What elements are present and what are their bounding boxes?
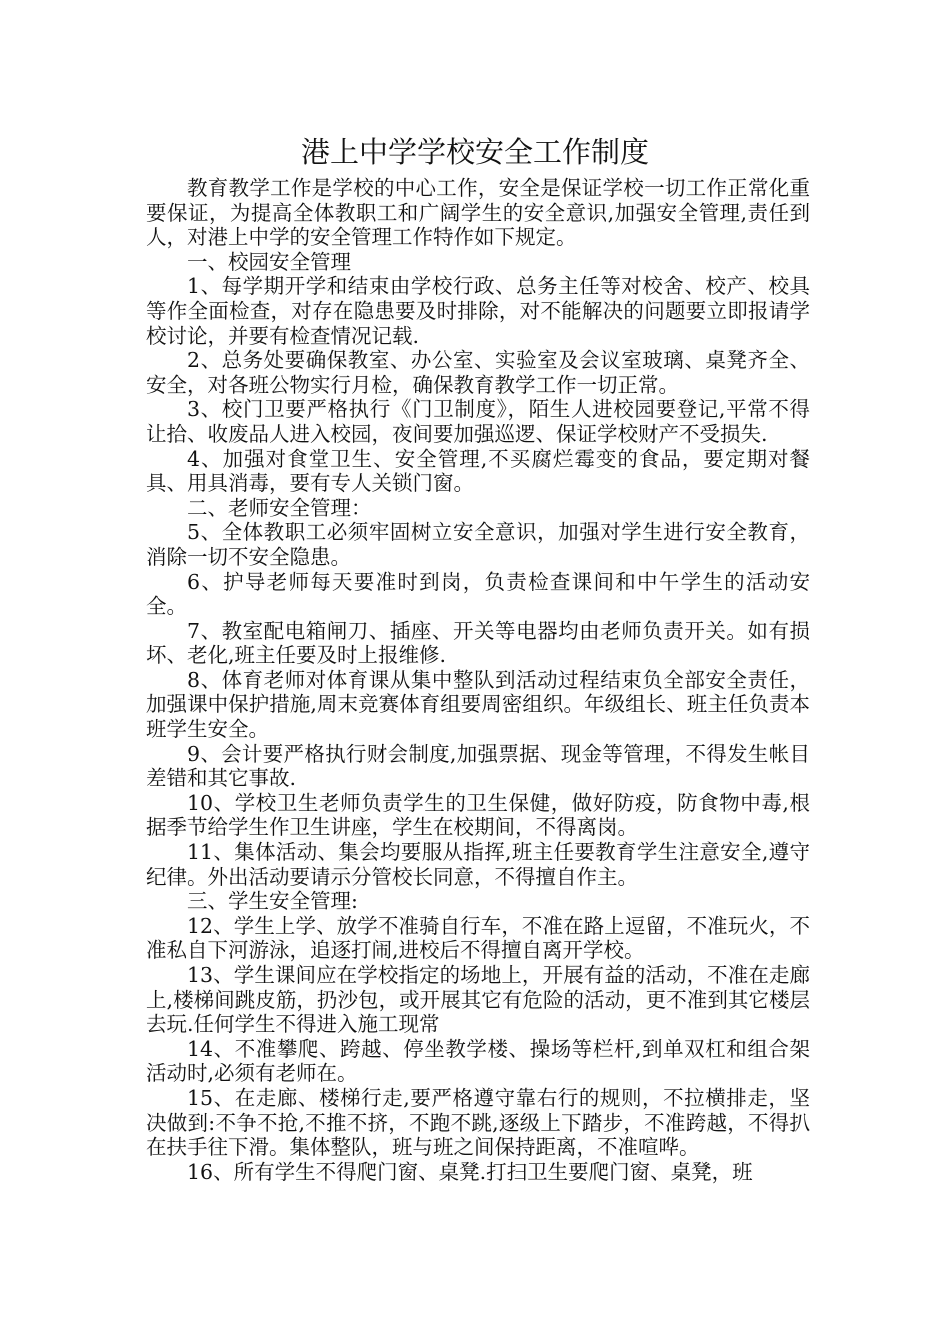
rule-6: 6、护导老师每天要准时到岗，负责检查课间和中午学生的活动安全。: [146, 569, 810, 619]
document-body: [146, 176, 810, 1184]
paragraph-intro: 教育教学工作是学校的中心工作，安全是保证学校一切工作正常化重要保证，为提高全体教职工和广阔学生的安全意识,加强安全管理,责任到人，对港上中学的安全管理工作特作如下规定。: [146, 176, 810, 250]
rule-15: 15、在走廊、楼梯行走,要严格遵守靠右行的规则，不拉横排走，坚决做到:不争不抢,不推不挤，不跑不跳,逐级上下踏步，不准跨越，不得扒在扶手往下滑。集体整队，班与班之间保持距离，不准喧哗。: [146, 1085, 810, 1160]
rule-3: 3、校门卫要严格执行《门卫制度》，陌生人进校园要登记,平常不得让拾、收废品人进入校园，夜间要加强巡逻、保证学校财产不受损失.: [146, 397, 810, 446]
rule-4: 4、加强对食堂卫生、安全管理,不买腐烂霉变的食品，要定期对餐具、用具消毒，要有专人关锁门窗。: [146, 446, 810, 496]
rule-16: 16、所有学生不得爬门窗、桌凳.打扫卫生要爬门窗、桌凳，班: [187, 1159, 753, 1184]
section-heading-student: 三、学生安全管理:: [187, 889, 358, 914]
rule-10: 10、学校卫生老师负责学生的卫生保健，做好防疫，防食物中毒,根据季节给学生作卫生讲座，学生在校期间，不得离岗。: [146, 790, 810, 840]
section-heading-campus: 一、校园安全管理: [187, 249, 351, 274]
rule-9: 9、会计要严格执行财会制度,加强票据、现金等管理，不得发生帐目差错和其它事故.: [146, 741, 810, 791]
section-heading-teacher: 二、老师安全管理：: [187, 495, 372, 520]
rule-7: 7、教室配电箱闸刀、插座、开关等电器均由老师负责开关。如有损坏、老化,班主任要及时上报维修.: [146, 618, 810, 668]
rule-8: 8、体育老师对体育课从集中整队到活动过程结束负全部安全责任，加强课中保护措施,周末竞赛体育组要周密组织。年级组长、班主任负责本班学生安全。: [146, 667, 810, 742]
rule-13: 13、学生课间应在学校指定的场地上，开展有益的活动，不准在走廊上,楼梯间跳皮筋，扔沙包，或开展其它有危险的活动，更不准到其它楼层去玩.任何学生不得进入施工现常: [146, 963, 810, 1037]
rule-12: 12、学生上学、放学不准骑自行车，不准在路上逗留，不准玩火，不准私自下河游泳，追逐打闹,进校后不得擅自离开学校。: [146, 913, 810, 963]
rule-5: 5、全体教职工必须牢固树立安全意识，加强对学生进行安全教育，消除一切不安全隐患。: [146, 520, 810, 569]
rule-1: 1、每学期开学和结束由学校行政、总务主任等对校舍、校产、校具等作全面检查，对存在隐患要及时排除，对不能解决的问题要立即报请学校讨论，并要有检查情况记载.: [146, 274, 810, 348]
rule-14: 14、不准攀爬、跨越、停坐教学楼、操场等栏杆,到单双杠和组合架活动时,必须有老师在。: [146, 1036, 810, 1086]
rule-11: 11、集体活动、集会均要服从指挥,班主任要教育学生注意安全,遵守纪律。外出活动要请示分管校长同意，不得擅自作主。: [146, 840, 810, 889]
rule-2: 2、总务处要确保教室、办公室、实验室及会议室玻璃、桌凳齐全、安全，对各班公物实行月检，确保教育教学工作一切正常。: [146, 348, 810, 397]
document-title: 港上中学学校安全工作制度: [300, 135, 649, 169]
